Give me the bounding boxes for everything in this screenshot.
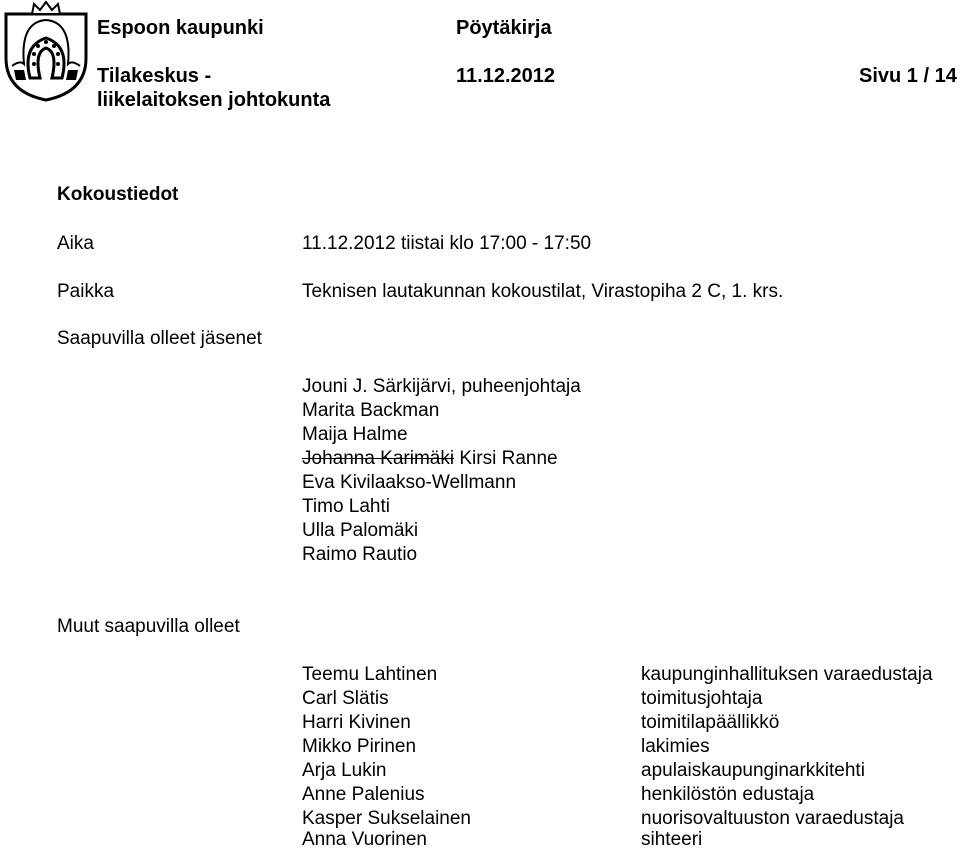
meeting-date: 11.12.2012 xyxy=(456,65,555,87)
member-row xyxy=(302,471,516,495)
attendee-name: Carl Slätis xyxy=(302,688,389,709)
document-type: Pöytäkirja xyxy=(456,17,552,39)
page-number: Sivu 1 / 14 xyxy=(859,65,957,87)
place-label: Paikka xyxy=(57,281,115,302)
others-label: Muut saapuvilla olleet xyxy=(57,616,240,637)
member-row xyxy=(302,423,408,447)
attendee-name: Arja Lukin xyxy=(302,760,387,781)
member-name: Ulla Palomäki xyxy=(302,520,419,541)
attendee-name: Mikko Pirinen xyxy=(302,736,417,757)
member-name: Raimo Rautio xyxy=(302,544,418,565)
attendee-role: toimitilapäällikkö xyxy=(641,712,780,733)
attendee-name: Anne Palenius xyxy=(302,784,425,805)
attendee-role: kaupunginhallituksen varaedustaja xyxy=(641,664,933,685)
place-value: Teknisen lautakunnan kokoustilat, Virastopiha 2 C, 1. krs. xyxy=(302,281,784,302)
time-value: 11.12.2012 tiistai klo 17:00 - 17:50 xyxy=(302,233,592,254)
member-name: Marita Backman xyxy=(302,400,440,421)
member-row xyxy=(302,543,417,567)
member-row xyxy=(302,399,439,423)
organization-name: Espoon kaupunki xyxy=(97,17,264,39)
member-name: Maija Halme xyxy=(302,424,408,445)
time-label: Aika xyxy=(57,233,94,254)
member-name: Timo Lahti xyxy=(302,496,390,517)
attendee-role: sihteeri xyxy=(641,829,703,850)
section-title: Kokoustiedot xyxy=(57,184,179,205)
member-row xyxy=(302,519,418,543)
member-row xyxy=(302,375,581,399)
member-name: Jouni J. Särkijärvi, puheenjohtaja xyxy=(302,376,581,397)
attendee-name: Kasper Sukselainen xyxy=(302,808,471,829)
body-name-line1: Tilakeskus - xyxy=(97,65,212,87)
attendee-role: apulaiskaupunginarkkitehti xyxy=(641,760,865,781)
attendee-role: toimitusjohtaja xyxy=(641,688,763,709)
attendee-name: Teemu Lahtinen xyxy=(302,664,438,685)
struck-member-name: Johanna Karimäki xyxy=(302,448,455,469)
attendee-role: lakimies xyxy=(641,736,710,757)
member-row xyxy=(302,447,558,471)
attendee-role: henkilöstön edustaja xyxy=(641,784,815,805)
city-coat-of-arms-logo xyxy=(0,0,92,102)
members-label: Saapuvilla olleet jäsenet xyxy=(57,328,262,349)
member-name: Eva Kivilaakso-Wellmann xyxy=(302,472,517,493)
attendee-name: Harri Kivinen xyxy=(302,712,411,733)
member-name: Kirsi Ranne xyxy=(454,448,558,469)
member-row xyxy=(302,495,390,519)
attendee-role: nuorisovaltuuston varaedustaja xyxy=(641,808,905,829)
body-name-line2: liikelaitoksen johtokunta xyxy=(97,89,331,111)
attendee-name: Anna Vuorinen xyxy=(302,829,428,850)
